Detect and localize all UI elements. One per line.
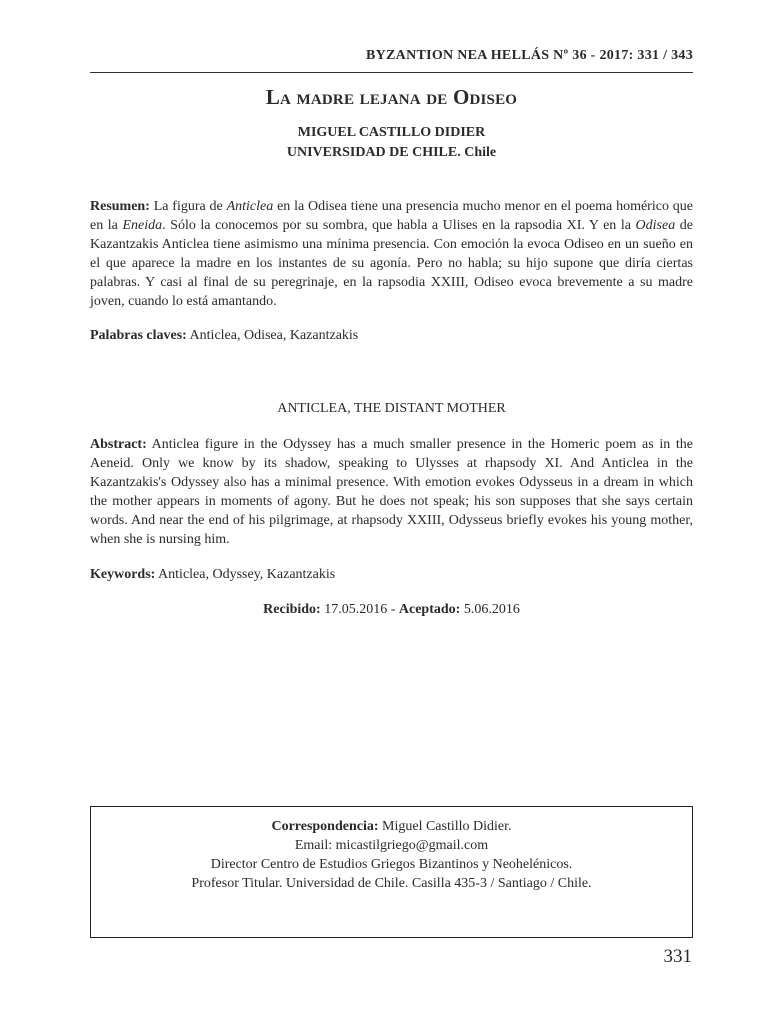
correspondence-position: Director Centro de Estudios Griegos Bizantinos y Neohelénicos.: [210, 857, 573, 872]
palabras-text: Anticlea, Odisea, Kazantzakis: [186, 328, 359, 343]
resumen-text-2: en la Odisea tiene una presencia mucho menor en el poema homérico que en la: [90, 199, 693, 233]
keywords: [90, 565, 693, 584]
author-affiliation: UNIVERSIDAD DE CHILE. Chile: [286, 145, 497, 160]
resumen-label: Resumen:: [90, 199, 150, 214]
correspondence-box: [90, 806, 693, 938]
resumen-text-4: de Kazantzakis Anticlea tiene asimismo una mínima presencia. Con emoción la evoca Odiseo en un sueño en el que aparece la madre en los instantes de su agonía. Pero no habla; su hijo supone que diría ciertas palabras. Y casi al final de su peregrinaje, en la rapsodia XXIII, Odiseo evoca brevemente a su madre joven, cuando lo está amantando.: [90, 218, 693, 309]
abstract-label: Abstract:: [90, 437, 147, 452]
article-title: La madre lejana de Odiseo: [265, 85, 518, 109]
resumen-paragraph: [90, 197, 693, 311]
dates-line: [90, 602, 693, 618]
resumen-italic-3: Odisea: [635, 218, 676, 233]
correspondence-name: Miguel Castillo Didier.: [378, 819, 512, 834]
header-rule: [90, 72, 693, 73]
palabras-label: Palabras claves:: [90, 328, 187, 343]
dates-separator: -: [387, 602, 399, 617]
resumen-italic-2: Eneida: [122, 218, 163, 233]
resumen-text-1: La figura de: [149, 199, 227, 214]
abstract-paragraph: [90, 435, 693, 549]
resumen-italic-1: Anticlea: [226, 199, 274, 214]
keywords-label: Keywords:: [90, 567, 156, 582]
keywords-text: Anticlea, Odyssey, Kazantzakis: [155, 567, 336, 582]
abstract-text: Anticlea figure in the Odyssey has a much smaller presence in the Homeric poem as in the Aeneid. Only we know by its shadow, speaking to Ulysses at rhapsody XI. And Anticlea in the Kazantzakis's Odyssey also has a minimal presence. With emotion evokes Odysseus in a dream in which the mother appears in moments of agony. But he does not speak; his son supposes that she says certain words. And near the end of his pilgrimage, at rhapsody XXIII, Odysseus briefly evokes his young mother, when she is nursing him.: [90, 437, 693, 547]
author-name: MIGUEL CASTILLO DIDIER: [297, 125, 486, 140]
recibido-label: Recibido:: [263, 602, 321, 617]
recibido-date: 17.05.2016: [320, 602, 388, 617]
palabras-claves: [90, 326, 693, 345]
english-title: ANTICLEA, THE DISTANT MOTHER: [277, 401, 506, 416]
correspondence-email: Email: micastilgriego@gmail.com: [294, 838, 489, 853]
correspondence-name-line: [91, 817, 692, 836]
page-number: 331: [663, 946, 692, 967]
running-head: BYZANTION NEA HELLÁS Nº 36 - 2017: 331 / 343: [365, 48, 693, 63]
resumen-text-3: . Sólo la conocemos por su sombra, que habla a Ulises en la rapsodia XI. Y en la: [162, 218, 636, 233]
aceptado-label: Aceptado:: [398, 602, 461, 617]
aceptado-date: 5.06.2016: [460, 602, 520, 617]
correspondence-label: Correspondencia:: [271, 819, 379, 834]
correspondence-address: Profesor Titular. Universidad de Chile. Casilla 435-3 / Santiago / Chile.: [191, 876, 592, 891]
